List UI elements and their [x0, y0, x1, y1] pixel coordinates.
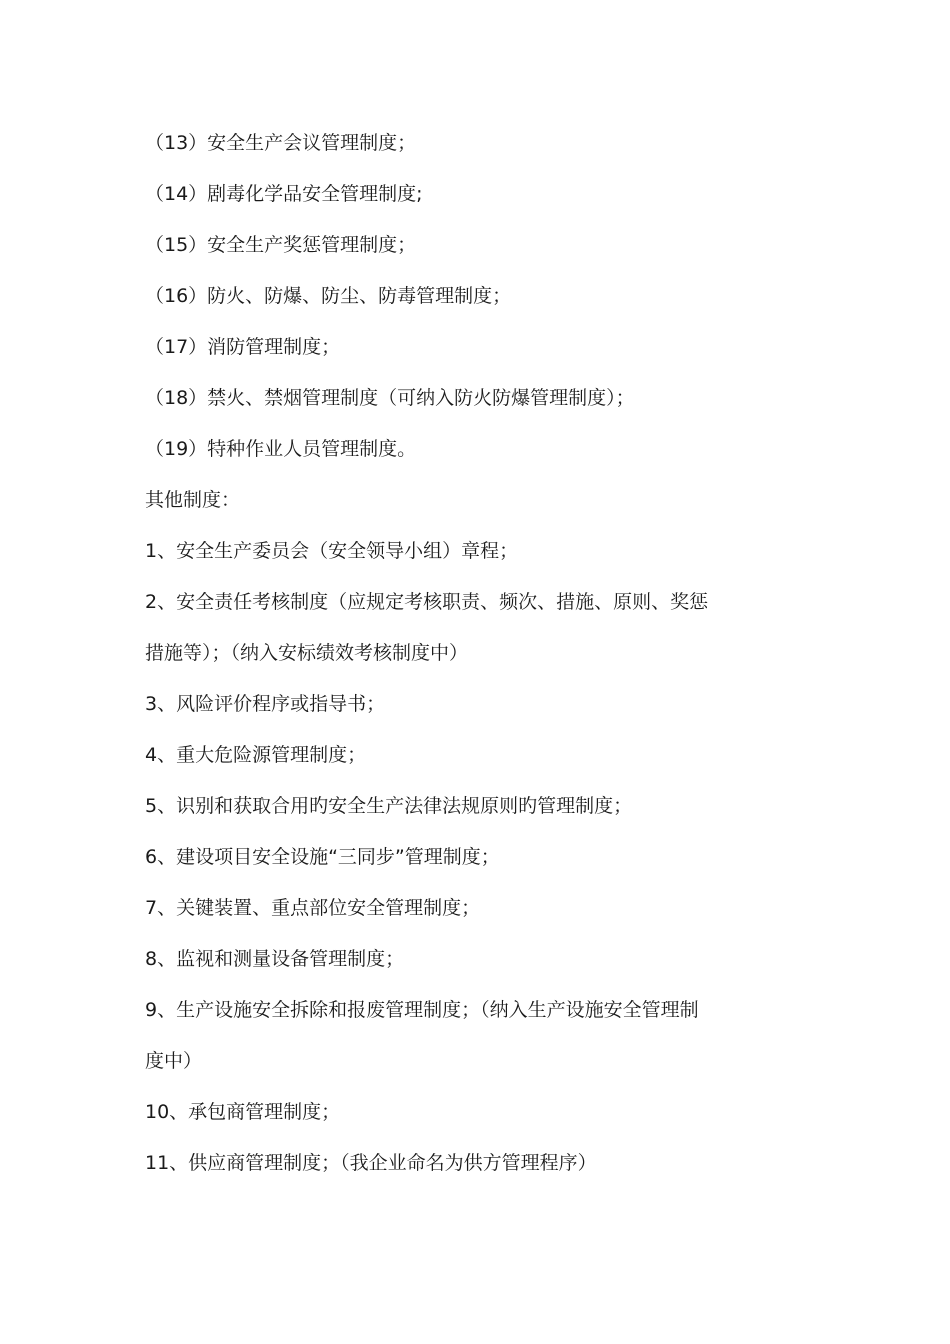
other-item-5: 5、识别和获取合用旳安全生产法律法规原则旳管理制度；	[145, 795, 633, 817]
other-item-9-part-2: 度中）	[145, 1050, 203, 1072]
other-item-1: 1、安全生产委员会（安全领导小组）章程；	[145, 540, 519, 562]
other-item-11: 11、供应商管理制度；（我企业命名为供方管理程序）	[145, 1152, 597, 1174]
text-line-16: （16）防火、防爆、防尘、防毒管理制度；	[145, 285, 512, 307]
other-item-3: 3、风险评价程序或指导书；	[145, 693, 386, 715]
other-item-6: 6、建设项目安全设施“三同步”管理制度；	[145, 846, 500, 868]
text-line-17: （17）消防管理制度；	[145, 336, 341, 358]
document-body	[145, 118, 825, 1189]
section-heading-other: 其他制度：	[145, 489, 241, 511]
text-line-14: （14）剧毒化学品安全管理制度;	[145, 183, 423, 205]
other-item-10: 10、承包商管理制度；	[145, 1101, 341, 1123]
other-item-4: 4、重大危险源管理制度；	[145, 744, 367, 766]
text-line-15: （15）安全生产奖惩管理制度；	[145, 234, 417, 256]
other-item-2-part-1: 2、安全责任考核制度（应规定考核职责、频次、措施、原则、奖惩	[145, 591, 709, 613]
other-item-7: 7、关键装置、重点部位安全管理制度；	[145, 897, 481, 919]
text-line-19: （19）特种作业人员管理制度。	[145, 438, 417, 460]
other-item-8: 8、监视和测量设备管理制度；	[145, 948, 405, 970]
other-item-2-part-2: 措施等）；（纳入安标绩效考核制度中）	[145, 642, 469, 664]
text-line-13: （13）安全生产会议管理制度；	[145, 132, 417, 154]
text-line-18: （18）禁火、禁烟管理制度（可纳入防火防爆管理制度）；	[145, 387, 635, 409]
other-item-9-part-1: 9、生产设施安全拆除和报废管理制度；（纳入生产设施安全管理制	[145, 999, 699, 1021]
